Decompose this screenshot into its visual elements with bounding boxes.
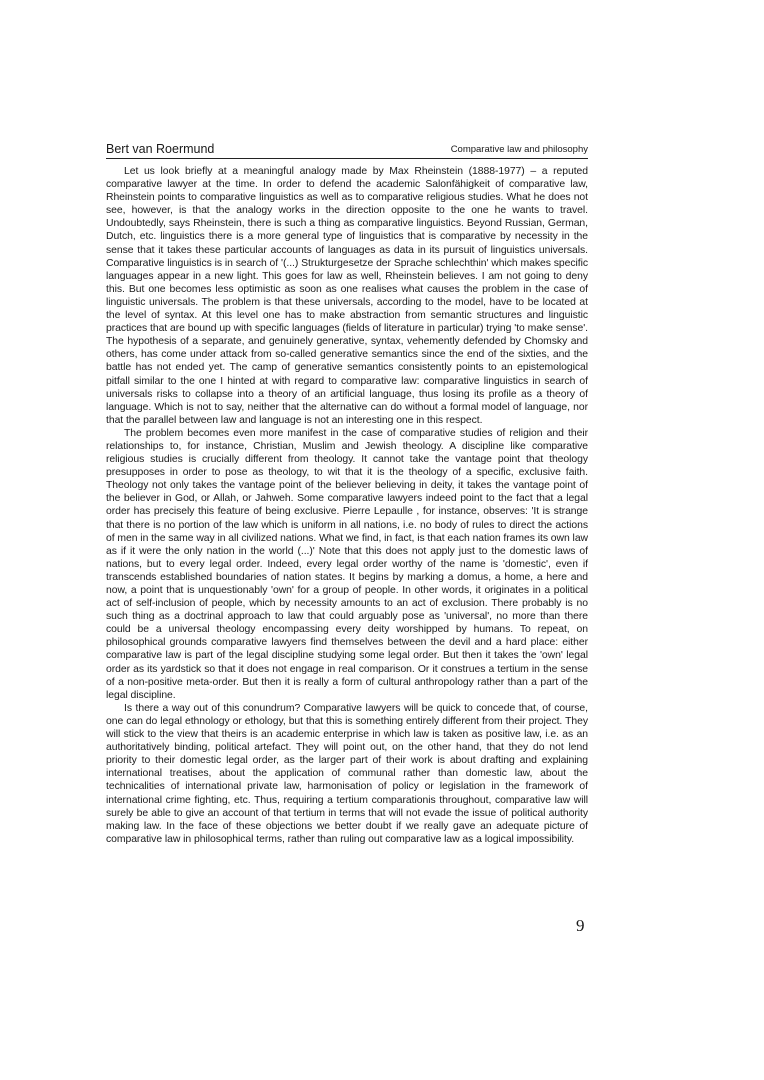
running-title: Comparative law and philosophy — [450, 144, 588, 155]
paragraph: Let us look briefly at a meaningful analogy made by Max Rheinstein (1888-1977) – a reputed comparative lawyer at the time. In order to defend the academic Salonfähigkeit of comparative law, Rheinstein points to comparative linguistics as well as to comparative religious studies. What he does not see, however, is that the analogy works in the direction opposite to the one he wants to travel. Undoubtedly, says Rheinstein, there is such a thing as comparative linguistics. Beyond Russian, German, Dutch, etc. linguistics there is a more general type of linguistics that is comparative by necessity in the sense that it takes these particular accounts of languages as data in its pursuit of linguistics universals. Comparative linguistics is in search of '(...) Strukturgesetze der Sprache schlechthin' which makes specific languages appear in a new light. This goes for law as well, Rheinstein believes. I am not going to deny this. But one becomes less optimistic as soon as one realises what causes the problem in the case of linguistic universals. The problem is that these universals, according to the model, have to be located at the level of syntax. At this level one has to make abstraction from semantic structures and linguistic practices that are bound up with specific languages (fields of literature in particular) trying 'to make sense'. The hypothesis of a separate, and genuinely generative, syntax, vehemently defended by Chomsky and others, has come under attack from so-called generative semantics since the end of the sixties, and the battle has not ended yet. The camp of generative semantics consistently points to an epistemological pitfall similar to the one I hinted at with regard to comparative law: comparative linguistics in search of universals risks to collapse into a theory of an artificial language, thus losing its profile as a theory of language. Which is not to say, neither that the alternative can do without a formal model of language, nor that the parallel between law and language is not an interesting one in this respect. — [106, 166, 588, 426]
paragraph: Is there a way out of this conundrum? Comparative lawyers will be quick to concede that, of course, one can do legal ethnology or ethology, but that this is something entirely different from their project. They will stick to the view that theirs is an academic enterprise in which law is taken as positive law, i.e. as an authoritatively binding, political artefact. They will point out, on the other hand, that they do not lend priority to their domestic legal order, as the larger part of their work is about drafting and explaining international treatises, about the application of communal rather than domestic law, about the technicalities of international private law, harmonisation of policy or legislation in the framework of international crime fighting, etc. Thus, requiring a tertium comparationis throughout, comparative law will surely be able to give an account of that tertium in terms that will not evade the issue of political authority making law. In the face of these objections we better doubt if we really gave an adequate picture of comparative law in philosophical terms, rather than ruling out comparative law as a logical impossibility. — [106, 702, 588, 845]
paragraph: The problem becomes even more manifest in the case of comparative studies of religion and their relationships to, for instance, Christian, Muslim and Jewish theology. A discipline like comparative religious studies is crucially different from theology. It cannot take the vantage point that theology presupposes in order to pose as theology, to wit that it is the theology of a specific, exclusive faith. Theology not only takes the vantage point of the believer believing in deity, it takes the vantage point of the believer in God, or Allah, or Jahweh. Some comparative lawyers indeed point to the fact that a legal order has precisely this feature of being exclusive. Pierre Lepaulle , for instance, observes: 'It is strange that there is no portion of the law which is uniform in all nations, i.e. no body of rules to direct the actions of men in the same way in all civilized nations. What we find, in fact, is that each nation frames its own law as if it were the only nation in the world (...)' Note that this does not apply just to the domestic laws of nations, but to every legal order. Indeed, every legal order worthy of the name is 'domestic', even if transcends established boundaries of nation states. It begins by marking a domus, a home, a here and now, a point that is unquestionably 'own' for a group of people. In other words, it originates in a political act of self-inclusion of people, which by necessity amounts to an act of exclusion. There probably is no such thing as a doctrinal approach to law that could arguably pose as 'universal', no more than there could be a universal theology encompassing every deity worshipped by humans. To repeat, on philosophical grounds comparative lawyers find themselves between the devil and a hard place: either comparative law is part of the legal discipline studying some legal order. But then it takes the 'own' legal order as its yardstick so that it does not engage in real comparison. Or it construes a tertium in the sense of a non-positive meta-order. But then it is really a form of cultural anthropology rather than a part of the legal discipline. — [106, 427, 588, 701]
running-header — [106, 140, 588, 159]
body-text — [106, 165, 588, 846]
author-name: Bert van Roermund — [106, 142, 215, 156]
page-number: 9 — [576, 916, 585, 935]
